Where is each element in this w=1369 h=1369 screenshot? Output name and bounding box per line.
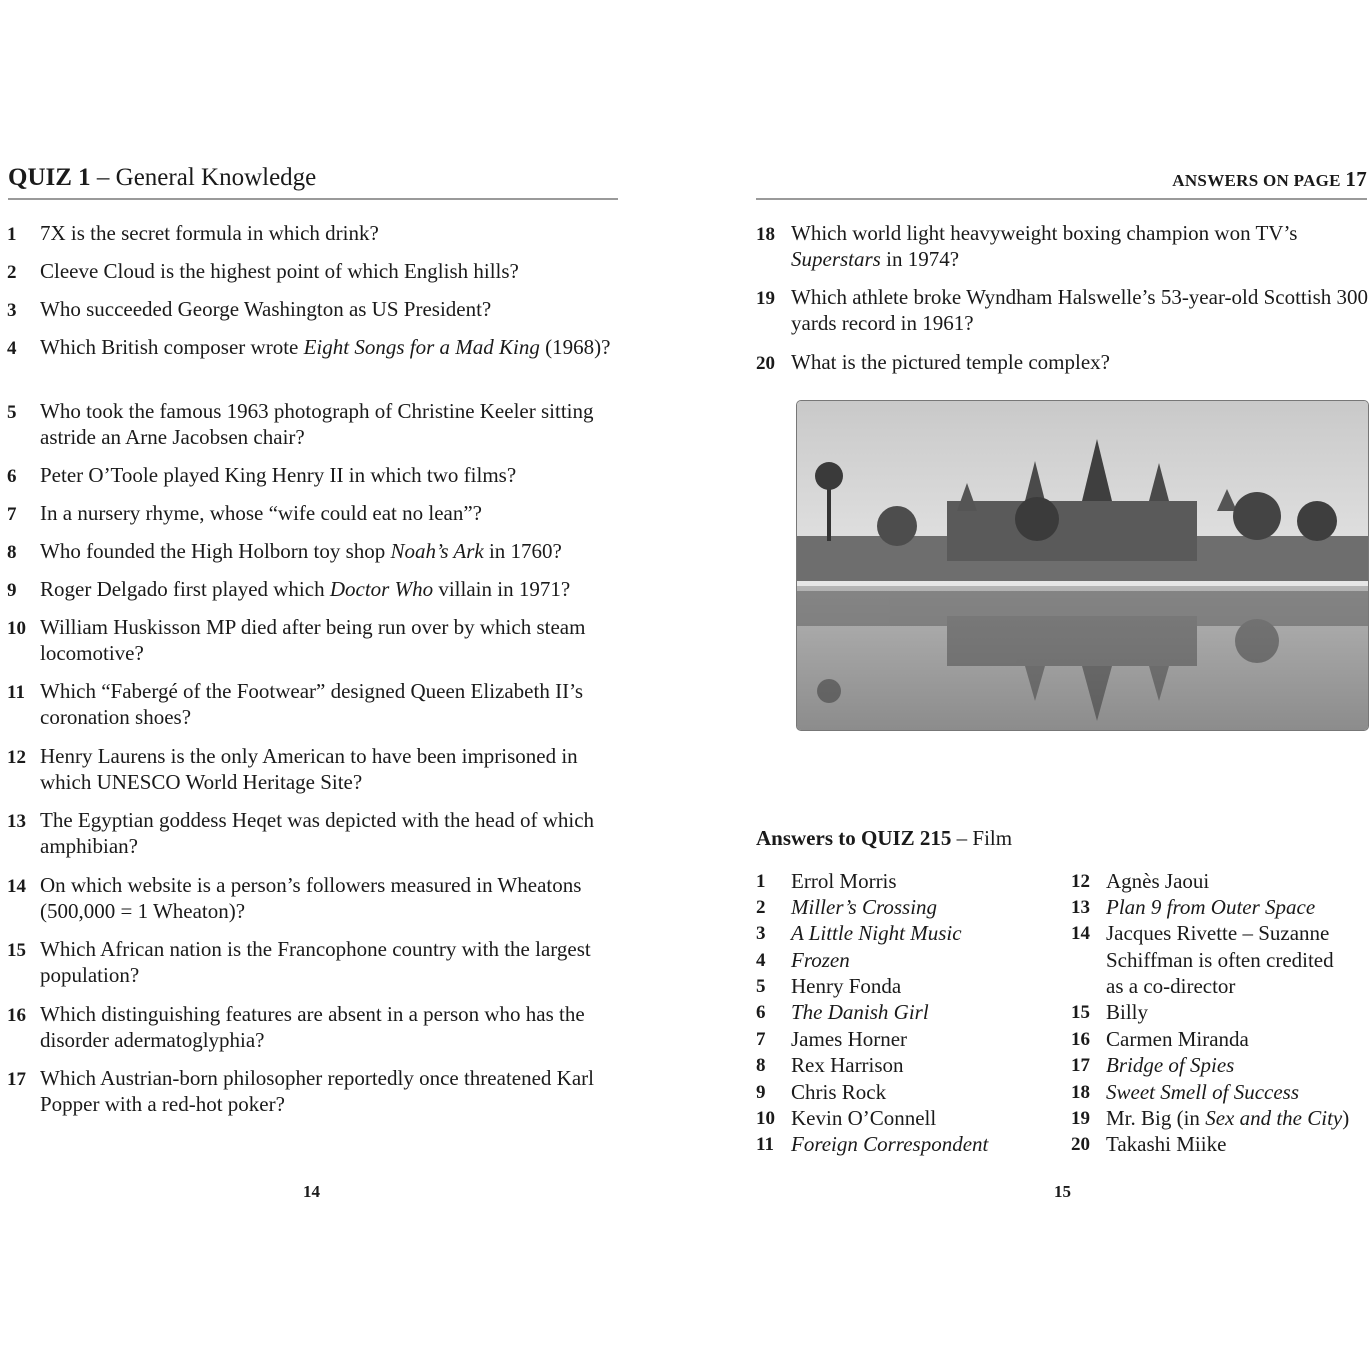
page-number-right: 15 <box>1054 1182 1071 1201</box>
temple-photo <box>796 400 1369 731</box>
temple-illustration <box>797 401 1368 730</box>
page-number-left: 14 <box>303 1182 320 1201</box>
answers-heading: Answers to QUIZ 215 – Film <box>756 826 1013 850</box>
quiz-title: QUIZ 1 – General Knowledge <box>8 164 317 191</box>
quiz-header <box>8 160 618 200</box>
answers-reference-header <box>756 160 1367 200</box>
answers-on-page: ANSWERS ON PAGE 17 <box>1172 167 1367 191</box>
